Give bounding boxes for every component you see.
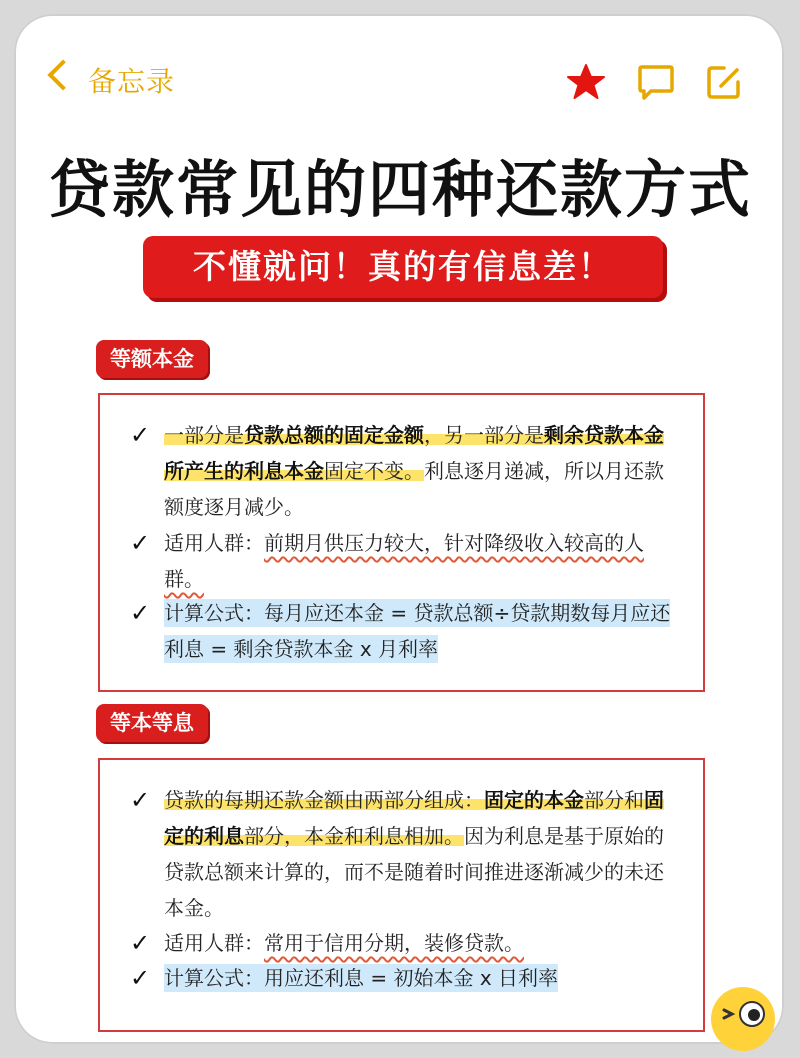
- star-icon[interactable]: [566, 62, 606, 102]
- checkmark-icon: ✓: [130, 421, 151, 449]
- highlight-text: 一部分是贷款总额的固定金额，另一部分是剩余贷款本金所产生的利息本金固定不变。: [164, 423, 664, 483]
- chat-bubble-icon[interactable]: [636, 62, 676, 102]
- checkmark-icon: ✓: [130, 599, 151, 627]
- section-tag-equal-installment: 等本等息: [96, 704, 208, 742]
- list-item: [130, 595, 675, 667]
- checkmark-icon: ✓: [130, 529, 151, 557]
- highlight-text: 贷款的每期还款金额由两部分组成：固定的本金部分和固定的利息部分，本金和利息相加。: [164, 788, 664, 848]
- section-card-equal-installment: [98, 758, 705, 1032]
- mascot-emoji-icon: [708, 984, 778, 1054]
- list-item-text: 一部分是贷款总额的固定金额，另一部分是剩余贷款本金所产生的利息本金固定不变。利息逐月递减，所以月还款额度逐月减少。: [164, 423, 664, 519]
- edit-square-icon[interactable]: [704, 62, 744, 102]
- back-label[interactable]: 备忘录: [88, 65, 176, 98]
- list-item: [130, 925, 675, 961]
- chevron-left-icon[interactable]: [47, 59, 78, 90]
- checkmark-icon: ✓: [130, 964, 151, 992]
- list-item-text: 贷款的每期还款金额由两部分组成：固定的本金部分和固定的利息部分，本金和利息相加。因为利息是基于原始的贷款总额来计算的，而不是随着时间推进逐渐减少的未还本金。: [164, 788, 664, 920]
- checkmark-icon: ✓: [130, 929, 151, 957]
- section-tag-equal-principal: 等额本金: [96, 340, 208, 378]
- checkmark-icon: ✓: [130, 786, 151, 814]
- list-item-text: 适用人群：常用于信用分期，装修贷款。: [164, 931, 524, 955]
- list-item: [130, 525, 675, 597]
- list-item-text: 适用人群：前期月供压力较大，针对降级收入较高的人群。: [164, 531, 644, 591]
- list-item: [130, 782, 675, 926]
- subtitle-banner: 不懂就问！真的有信息差！: [143, 236, 663, 298]
- list-item-text: 计算公式：每月应还本金 = 贷款总额÷贷款期数每月应还利息 = 剩余贷款本金 x 月利率: [164, 601, 671, 661]
- list-item-text: 计算公式：用应还利息 = 初始本金 x 日利率: [164, 966, 559, 990]
- list-item: [130, 417, 675, 525]
- section-card-equal-principal: [98, 393, 705, 692]
- list-item: [130, 960, 675, 996]
- top-nav-bar: [0, 0, 800, 120]
- page-title: 贷款常见的四种还款方式: [47, 153, 752, 226]
